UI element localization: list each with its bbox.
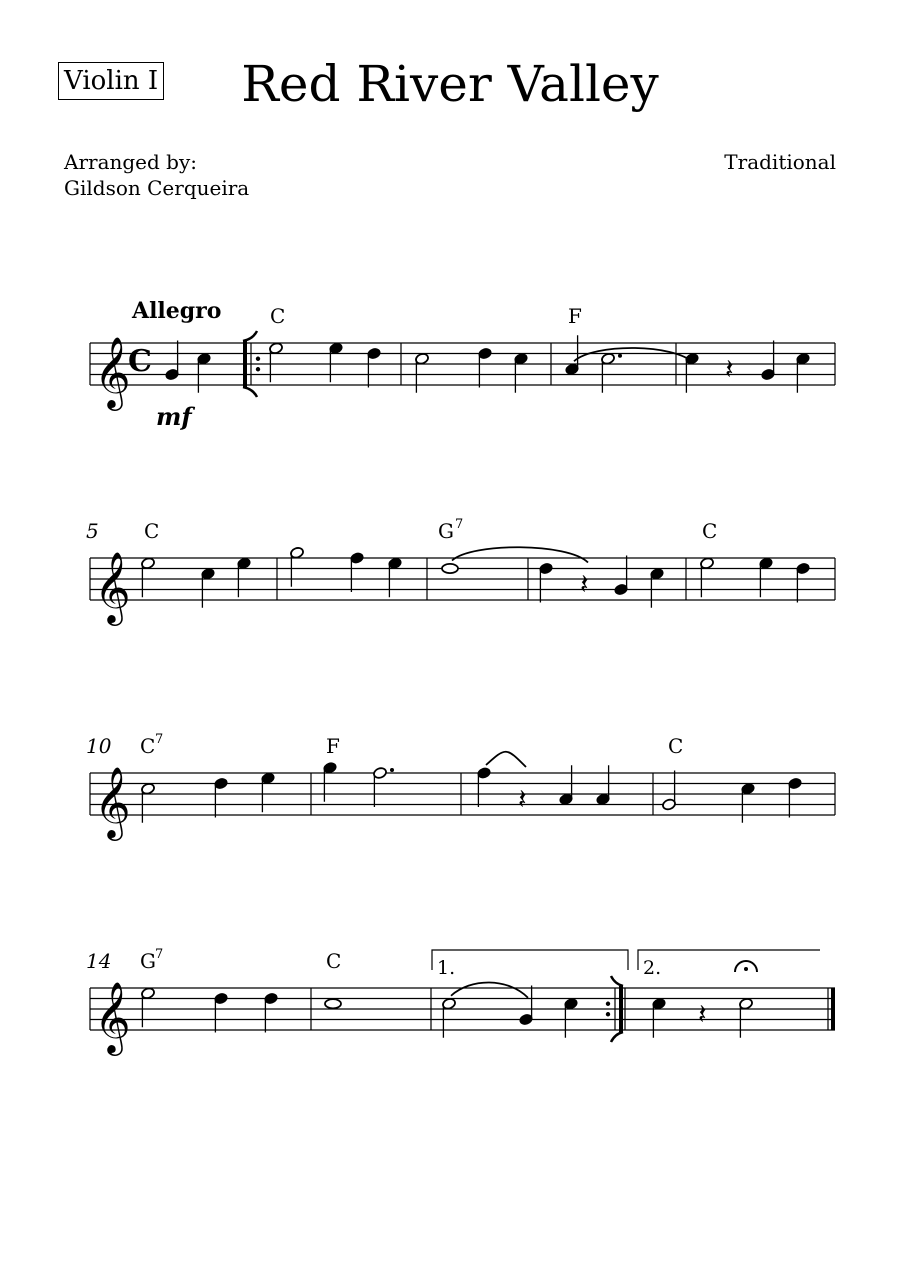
chord-symbol: C xyxy=(702,519,718,543)
chord-symbol: C xyxy=(140,734,156,758)
chord-superscript: 7 xyxy=(155,947,164,962)
chord-symbol: F xyxy=(568,304,582,328)
measure-number: 10 xyxy=(86,734,112,758)
chord-symbol: C xyxy=(144,519,160,543)
chord-symbol: G xyxy=(140,949,156,973)
part-name-box: Violin I xyxy=(58,62,164,100)
second-ending-label: 2. xyxy=(643,957,662,979)
repeat-bracket-bottom xyxy=(611,1032,623,1042)
chord-symbol: C xyxy=(668,734,684,758)
treble-clef-icon: 𝄞 xyxy=(94,980,131,1053)
chord-symbol: F xyxy=(326,734,340,758)
repeat-bracket-top xyxy=(611,976,623,986)
quarter-rest: 𝄽 xyxy=(518,782,527,816)
fermata-dot xyxy=(744,967,748,971)
repeat-end-thick-bar xyxy=(619,986,623,1032)
tie xyxy=(486,752,526,767)
chord-symbol: C xyxy=(270,304,286,328)
quarter-rest: 𝄽 xyxy=(580,567,589,601)
notation-marks xyxy=(141,335,811,1038)
final-barline-thick xyxy=(831,988,835,1030)
staves xyxy=(90,331,835,1056)
arranger-name: Gildson Cerqueira xyxy=(64,176,250,200)
composer-credit: Traditional xyxy=(724,150,836,174)
time-signature: C xyxy=(128,344,152,379)
measure-number: 5 xyxy=(86,519,99,543)
augmentation-dot xyxy=(390,768,394,772)
treble-clef-icon: 𝄞 xyxy=(94,335,131,408)
page-title: Red River Valley xyxy=(241,55,659,113)
dynamic-marking: mf xyxy=(156,402,192,431)
score-text xyxy=(86,298,717,979)
second-ending-bracket xyxy=(638,950,820,970)
repeat-dot xyxy=(256,367,260,371)
measure-number: 14 xyxy=(86,949,112,973)
repeat-bracket-top xyxy=(243,331,257,341)
quarter-rest: 𝄽 xyxy=(698,997,707,1031)
chord-superscript: 7 xyxy=(155,732,164,747)
quarter-rest: 𝄽 xyxy=(725,352,734,386)
augmentation-dot xyxy=(618,354,622,358)
first-ending-label: 1. xyxy=(437,957,456,979)
arranger-label: Arranged by: xyxy=(64,150,198,174)
repeat-dot xyxy=(606,1012,610,1016)
chord-symbol: C xyxy=(326,949,342,973)
tempo-marking: Allegro xyxy=(132,298,222,324)
repeat-start-thick-bar xyxy=(243,341,247,387)
chord-symbol: G xyxy=(438,519,454,543)
tie xyxy=(451,982,528,997)
first-ending-bracket xyxy=(432,950,628,970)
tie xyxy=(452,547,588,562)
repeat-bracket-bottom xyxy=(243,387,257,397)
repeat-dot xyxy=(606,1002,610,1006)
treble-clef-icon: 𝄞 xyxy=(94,765,131,838)
chord-superscript: 7 xyxy=(455,517,464,532)
whole-note xyxy=(442,564,458,573)
whole-note xyxy=(325,999,341,1008)
treble-clef-icon: 𝄞 xyxy=(94,550,131,623)
repeat-dot xyxy=(256,357,260,361)
